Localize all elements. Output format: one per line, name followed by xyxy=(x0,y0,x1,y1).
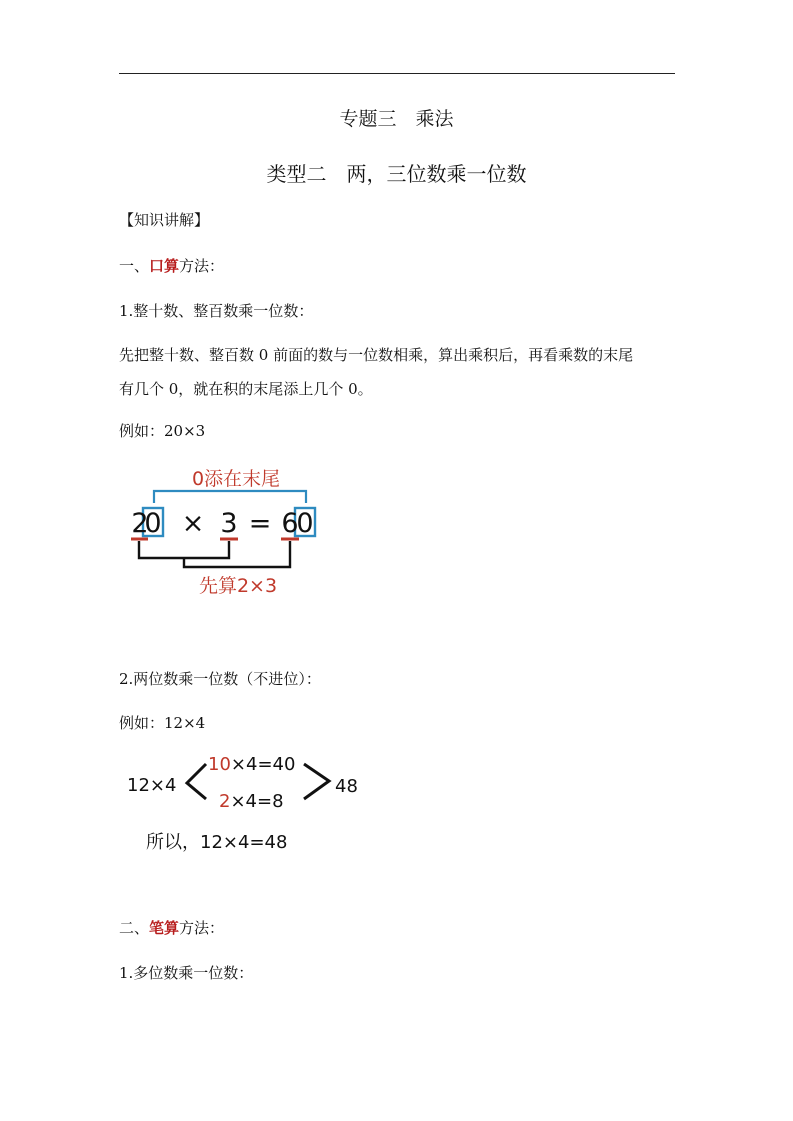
split-chevron xyxy=(187,764,206,799)
item-2-heading: 2.两位数乘一位数（不进位）： xyxy=(119,670,321,688)
bottom-label: 先算2×3 xyxy=(198,575,278,597)
item-1-explanation xyxy=(119,338,679,406)
section-2-heading xyxy=(119,918,224,938)
top-rest-part: ×4=40 xyxy=(230,754,296,775)
page-title: 专题三 乘法 xyxy=(339,108,454,130)
item-2-example: 例如：12×4 xyxy=(119,714,206,732)
conclusion-equation: 12×4=48 xyxy=(200,832,288,853)
digit-result-0: 0 xyxy=(296,508,314,539)
bottom-rest-part: ×4=8 xyxy=(230,791,284,812)
top-rule xyxy=(119,73,675,74)
diagram-20x3 xyxy=(110,455,350,605)
item-1-line-1: 先把整十数、整百数 0 前面的数与一位数相乘，算出乘积后，再看乘数的末尾 xyxy=(119,346,634,364)
equals-sign: = xyxy=(248,508,272,539)
section-2-highlight: 笔算 xyxy=(149,919,180,937)
diagram2-result: 48 xyxy=(335,776,358,797)
top-red-part: 10 xyxy=(208,754,231,775)
top-label: 0添在末尾 xyxy=(191,468,281,490)
digit-0: 0 xyxy=(144,508,162,539)
section-2-prefix: 二、 xyxy=(119,919,150,937)
top-bracket xyxy=(154,491,306,503)
bottom-red-part: 2 xyxy=(219,791,231,812)
diagram2-top-row xyxy=(208,754,295,775)
section-1-heading xyxy=(119,256,224,276)
bottom-bracket-left xyxy=(139,541,229,558)
section-1-suffix: 方法： xyxy=(179,257,225,275)
times-sign: × xyxy=(181,508,205,539)
bottom-bracket-right xyxy=(184,541,290,567)
item-1-line-2: 有几个 0，就在积的末尾添上几个 0。 xyxy=(119,380,373,398)
section-2-suffix: 方法： xyxy=(179,919,225,937)
digit-2: 2 xyxy=(131,508,149,539)
digit-6: 6 xyxy=(281,508,299,539)
merge-chevron xyxy=(304,764,329,799)
conclusion-word: 所以， xyxy=(146,832,200,853)
diagram-12x4 xyxy=(120,745,380,860)
page-subtitle: 类型二 两，三位数乘一位数 xyxy=(266,162,527,186)
digit-3: 3 xyxy=(220,508,238,539)
knowledge-heading: 【知识讲解】 xyxy=(119,211,210,229)
conclusion-line xyxy=(146,832,287,853)
diagram2-bottom-row xyxy=(219,791,284,812)
section-1-highlight: 口算 xyxy=(149,257,180,275)
item-3-heading: 1.多位数乘一位数： xyxy=(119,964,254,982)
diagram2-left: 12×4 xyxy=(127,775,177,796)
item-1-heading: 1.整十数、整百数乘一位数： xyxy=(119,302,314,320)
section-1-prefix: 一、 xyxy=(119,257,150,275)
item-1-example: 例如：20×3 xyxy=(119,422,206,440)
